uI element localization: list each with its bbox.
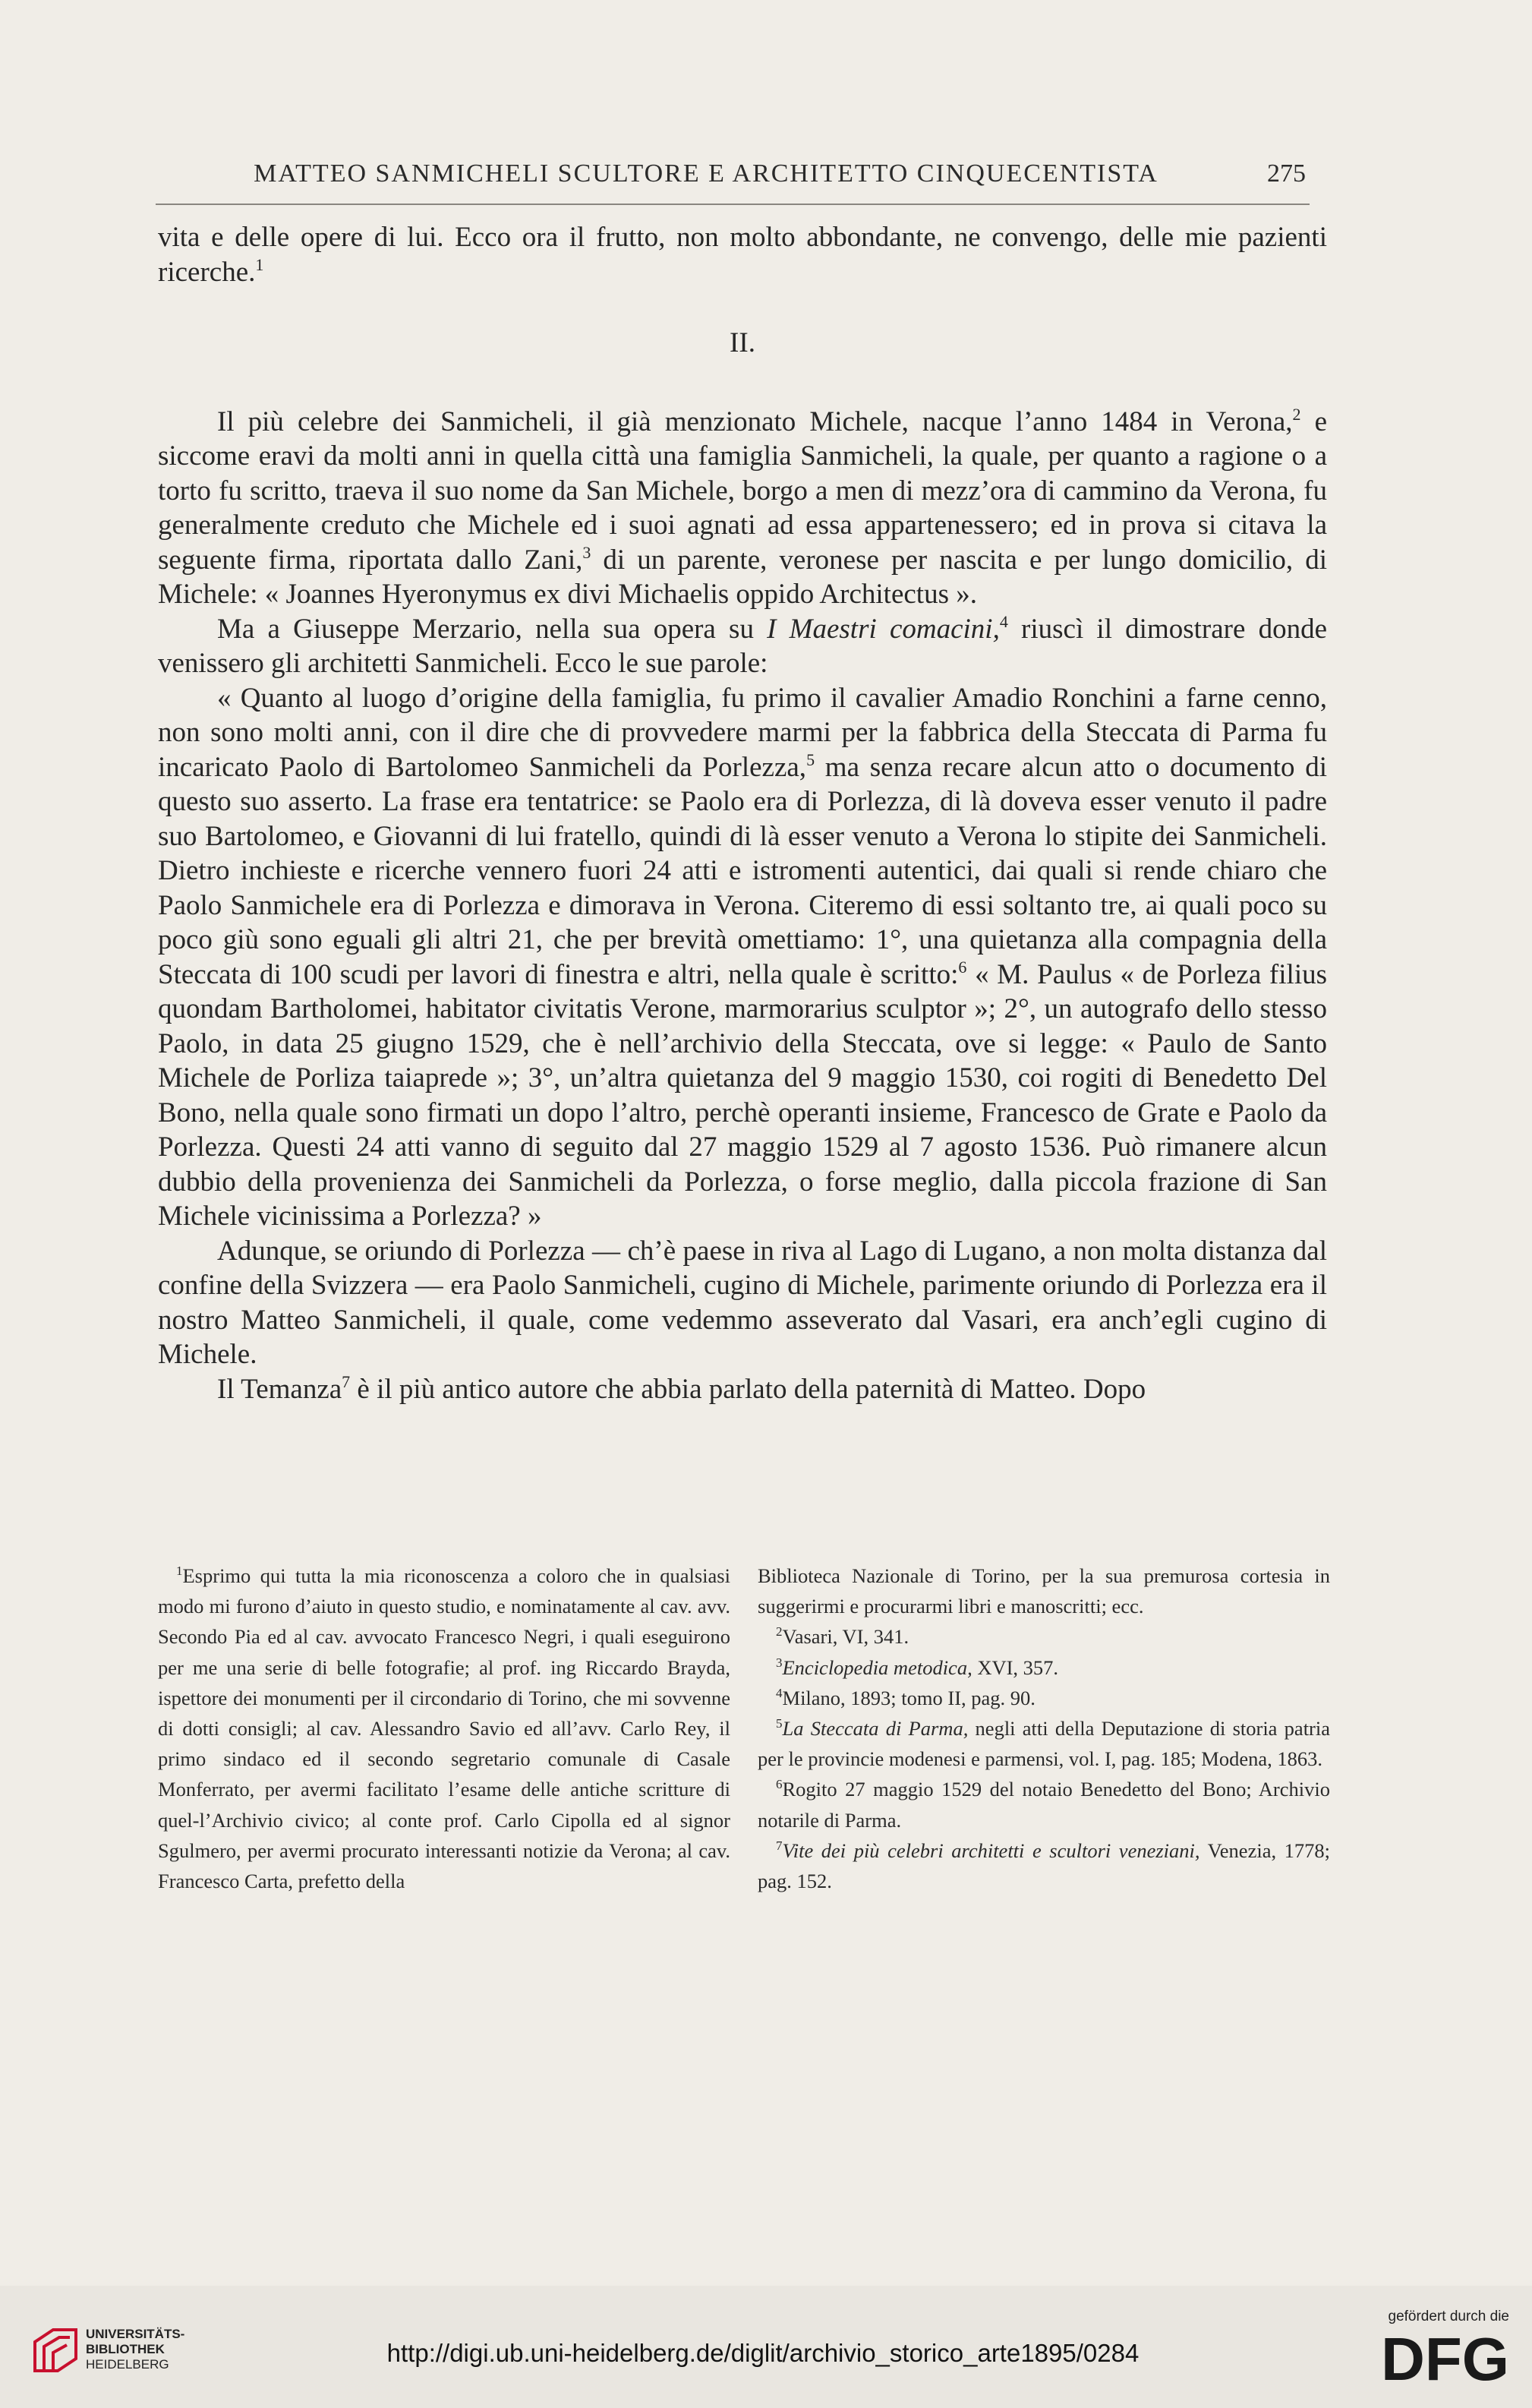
university-library-name: UNIVERSITÄTS- BIBLIOTHEK HEIDELBERG xyxy=(86,2327,185,2372)
university-library-logo-icon xyxy=(30,2325,80,2375)
footnote-ref-7[interactable]: 7 xyxy=(342,1371,351,1391)
footnote-ref-5[interactable]: 5 xyxy=(806,750,815,769)
sponsor-label: gefördert durch die xyxy=(1388,2309,1509,2324)
footnote-ref-1[interactable]: 1 xyxy=(255,254,264,274)
footnote-ref-4[interactable]: 4 xyxy=(999,611,1008,631)
footnote-ref-3[interactable]: 3 xyxy=(582,542,591,562)
running-title: MATTEO SANMICHELI SCULTORE E ARCHITETTO CINQUECENTISTA xyxy=(254,159,1158,188)
dfg-logo-icon xyxy=(1360,2333,1509,2384)
footnote-ref-2[interactable]: 2 xyxy=(1292,404,1301,424)
paragraph-1: Il più celebre dei Sanmicheli, il già menzionato Michele, nacque l’anno 1484 in Verona,$^2$ e siccome eravi da molti anni in quella città una famiglia Sanmicheli, la quale, per quanto a ragione o a torto fu scritto, traeva il suo nome da San Michele, borgo a men di mezz’ora di cammino da Verona, fu generalmente creduto che Michele ed i suoi agnati ad essa appartenessero; ed in prova si citava la seguente firma, riportata dallo Zani,$^3$ di un parente, veronese per nascita e per lungo domicilio, di Michele: « Joannes Hyeronymus ex divi Michaelis oppido Architectus ». xyxy=(158,404,1327,610)
footnote-2: $^2$Vasari, VI, 341. xyxy=(776,1624,909,1649)
footnote-1: $^1$Esprimo qui tutta la mia riconoscenza a coloro che in qualsiasi modo mi furono d’aiuto in questo studio, e nominatamente al cav. avv. Secondo Pia ed al cav. avvocato Francesco Negri, i quali eseguirono per me una serie di belle fotografie; al prof. ing Riccardo Brayda, ispettore dei monumenti per il circondario di Torino, che mi sovvenne di dotti consigli; al cav. Alessandro Savio ed all’avv. Carlo Rey, il primo sindaco ed il secondo segretario comunale di Casale Monferrato, per avermi facilitato l’esame delle antiche scritture di quel-l’Archivio civico; al conte prof. Carlo Cipolla ed al signor Sgulmero, per avermi procurato interessanti notizie da Verona; al cav. Francesco Carta, prefetto della xyxy=(158,1564,730,1893)
footnote-3: $^3$Enciclopedia metodica, XVI, 357. xyxy=(776,1655,1059,1679)
header-rule xyxy=(156,204,1310,205)
viewer-footer xyxy=(0,2286,1532,2408)
footnote-1-continued: Biblioteca Nazionale di Torino, per la sua premurosa cortesia in suggerirmi e procurarmi libri e manoscritti; ecc. xyxy=(758,1564,1330,1618)
footnote-6: $^6$Rogito 27 maggio 1529 del notaio Benedetto del Bono; Archivio notarile di Parma. xyxy=(758,1777,1330,1832)
paragraph-2: Ma a Giuseppe Merzario, nella sua opera su I Maestri comacini,$^4$ riuscì il dimostrare donde venissero gli architetti Sanmicheli. Ecco le sue parole: xyxy=(158,611,1327,679)
footnote-4: $^4$Milano, 1893; tomo II, pag. 90. xyxy=(776,1685,1036,1709)
paragraph-3-quotation: « Quanto al luogo d’origine della famiglia, fu primo il cavalier Amadio Ronchini a farne cenno, non sono molti anni, con il dire che di provvedere marmi per la fabbrica della Steccata di Parma fu incaricato Paolo di Bartolomeo Sanmicheli da Porlezza,$^5$ ma senza recare alcun atto o documento di questo suo asserto. La frase era tentatrice: se Paolo era di Porlezza, di là doveva esser venuto il padre suo Bartolomeo, e Giovanni di lui fratello, quindi di là esser venuto a Verona lo stipite dei Sanmicheli. Dietro inchieste e ricerche vennero fuori 24 atti e istromenti autentici, dai quali si rende chiaro che Paolo Sanmichele era di Porlezza e dimorava in Verona. Citeremo di essi soltanto tre, ai quali poco su poco giù sono eguali gli altri 21, che per brevità omettiamo: 1°, una quietanza alla compagnia della Steccata di 100 scudi per lavori di finestra e altri, nella quale è scritto:$^6$ « M. Paulus « de Porleza filius quondam Bartholomei, habitator civitatis Verone, marmorarius sculptor »; 2°, un autografo dello stesso Paolo, in data 25 giugno 1529, che è nell’archivio della Steccata, ove si legge: « Paulo de Santo Michele de Porliza taiaprede »; 3°, un’altra quietanza del 9 maggio 1530, coi rogiti di Benedetto Del Bono, nella quale sono firmati un dopo l’altro, perchè operanti insieme, Francesco de Grate e Paolo da Porlezza. Questi 24 atti vanno di seguito dal 27 maggio 1529 al 7 agosto 1536. Può rimanere alcun dubbio della provenienza dei Sanmicheli da Porlezza, o forse meglio, dalla piccola frazione di San Michele vicinissima a Porlezza? » xyxy=(158,682,1327,1232)
footnote-7: $^7$Vite dei più celebri architetti e scultori veneziani, Venezia, 1778; pag. 152. xyxy=(758,1838,1330,1893)
page-number: 275 xyxy=(1267,159,1306,188)
work-title: I Maestri comacini, xyxy=(767,613,1000,645)
section-heading: II. xyxy=(730,327,755,358)
running-header xyxy=(159,156,1306,192)
footnote-5: $^5$La Steccata di Parma, negli atti della Deputazione di storia patria per le provincie modenesi e parmensi, vol. I, pag. 185; Modena, 1863. xyxy=(758,1716,1331,1771)
main-text xyxy=(158,220,1327,1406)
paragraph-4: Adunque, se oriundo di Porlezza — ch’è paese in riva al Lago di Lugano, a non molta distanza dal confine della Svizzera — era Paolo Sanmicheli, cugino di Michele, parimente oriundo di Porlezza era il nostro Matteo Sanmicheli, il quale, come vedemmo asseverato dal Vasari, era anch’egli cugino di Michele. xyxy=(158,1235,1327,1370)
svg-text:DFG: DFG xyxy=(1381,2333,1509,2384)
footnotes-right-column xyxy=(758,1561,1330,1896)
footnote-ref-6[interactable]: 6 xyxy=(958,957,967,977)
paragraph-5: Il Temanza$^7$ è il più antico autore che abbia parlato della paternità di Matteo. Dopo xyxy=(217,1371,1146,1405)
document-url-link[interactable]: http://digi.ub.uni-heidelberg.de/diglit/archivio_storico_arte1895/0284 xyxy=(386,2339,1140,2367)
paragraph-0: vita e delle opere di lui. Ecco ora il frutto, non molto abbondante, ne convengo, delle mie pazienti ricerche.$^1$ xyxy=(158,222,1327,288)
footnotes-left-column xyxy=(158,1561,730,1896)
